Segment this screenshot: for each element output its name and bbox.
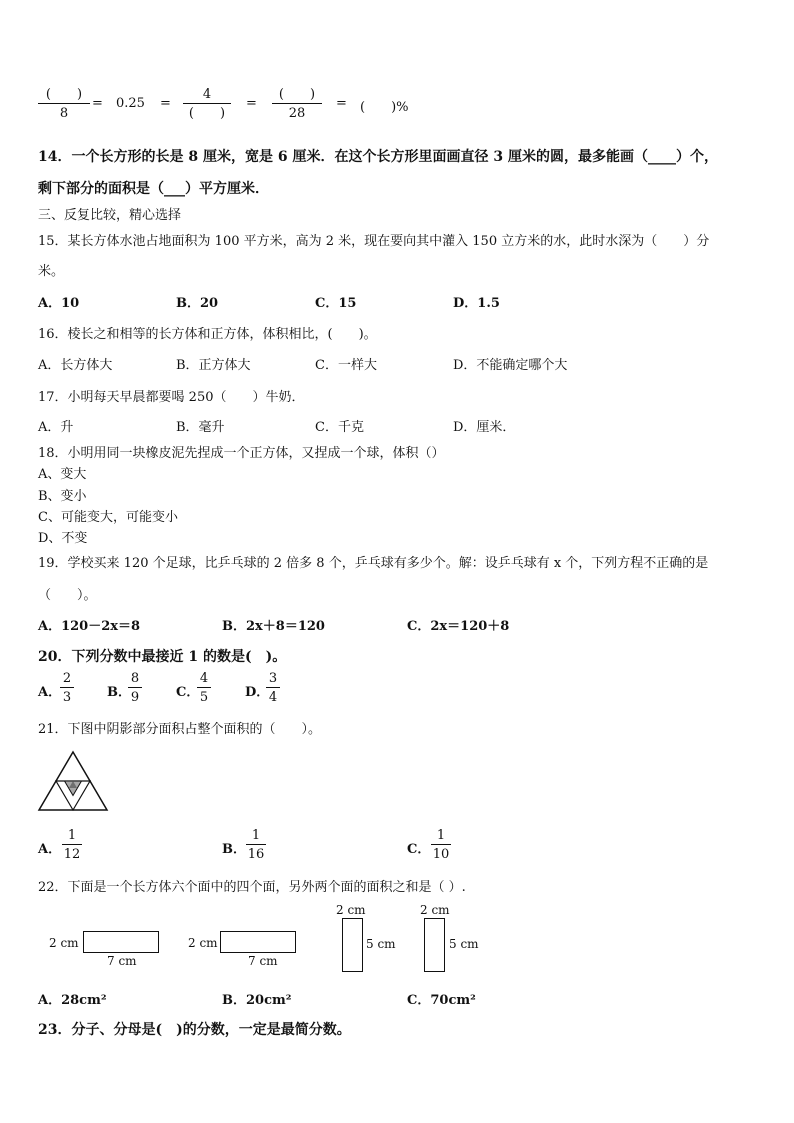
option-b[interactable]: B．正方体大 xyxy=(176,358,251,373)
option-a[interactable]: A．28cm² xyxy=(38,993,107,1008)
option-c[interactable]: C．一样大 xyxy=(315,358,377,373)
question-19-line1: 19．学校买来 120 个足球，比乒乓球的 2 倍多 8 个，乒乓球有多少个。解：设乒乓球有 x 个，下列方程不正确的是 xyxy=(38,556,709,571)
question-20: 20．下列分数中最接近 1 的数是( )。 xyxy=(38,649,287,665)
equals-sign: = xyxy=(160,96,171,111)
option-a[interactable]: A、变大 xyxy=(38,467,87,482)
option-d[interactable]: D．1.5 xyxy=(453,296,500,311)
option-label: A． xyxy=(38,842,62,857)
fraction-4-over-blank: 4 ( ) xyxy=(183,88,231,120)
fraction-blank-over-28: ( ) 28 xyxy=(272,88,322,120)
face-bottom-label: 7 cm xyxy=(248,954,278,968)
face-side-label: 5 cm xyxy=(366,937,396,951)
fraction: 1 12 xyxy=(63,828,81,862)
face-top-label: 2 cm xyxy=(420,903,450,917)
option-label: B． xyxy=(222,842,246,857)
question-14-line2: 剩下部分的面积是（___）平方厘米． xyxy=(38,181,269,197)
face-side-label: 5 cm xyxy=(449,937,479,951)
question-18: 18．小明用同一块橡皮泥先捏成一个正方体，又捏成一个球，体积（） xyxy=(38,446,445,461)
question-22: 22．下面是一个长方体六个面中的四个面，另外两个面的面积之和是（ ）. xyxy=(38,880,466,895)
section-heading: 三、反复比较，精心选择 xyxy=(38,208,182,223)
option-c[interactable]: C．2x＝120＋8 xyxy=(407,619,510,634)
option-label: B． xyxy=(107,685,131,700)
option-d[interactable]: D．厘米． xyxy=(453,420,516,435)
face-side-label: 2 cm xyxy=(188,936,218,950)
face-rectangle xyxy=(220,931,296,953)
option-c[interactable]: C．70cm² xyxy=(407,993,476,1008)
face-top-label: 2 cm xyxy=(336,903,366,917)
question-15-line1: 15．某长方体水池占地面积为 100 平方米，高为 2 米，现在要向其中灌入 150 立方米的水，此时水深为（ ）分 xyxy=(38,234,710,249)
face-side-label: 2 cm xyxy=(49,936,79,950)
fraction: 8 9 xyxy=(128,672,142,704)
option-d[interactable]: D、不变 xyxy=(38,531,88,546)
option-label: C． xyxy=(407,842,431,857)
fraction: 4 5 xyxy=(197,672,211,704)
fraction: 1 16 xyxy=(247,828,265,862)
fraction-blank-over-8: ( ) 8 xyxy=(38,88,90,120)
equals-sign: = xyxy=(92,96,103,111)
question-17: 17．小明每天早晨都要喝 250（ ）牛奶． xyxy=(38,390,305,405)
face-rectangle xyxy=(342,918,363,972)
option-a[interactable]: A．10 xyxy=(38,296,80,311)
option-label: D． xyxy=(245,685,270,700)
fraction: 3 4 xyxy=(266,672,280,704)
fraction: 1 10 xyxy=(432,828,450,862)
question-14-line1: 14．一个长方形的长是 8 厘米，宽是 6 厘米．在这个长方形里面画直径 3 厘米的圆，最多能画（____）个， xyxy=(38,149,718,165)
option-b[interactable]: B．20 xyxy=(176,296,219,311)
face-rectangle xyxy=(83,931,159,953)
option-a[interactable]: A．升 xyxy=(38,420,74,435)
fraction: 2 3 xyxy=(60,672,74,704)
question-15-line2: 米。 xyxy=(38,264,65,279)
nested-triangles-figure xyxy=(37,748,109,814)
option-b[interactable]: B．20cm² xyxy=(222,993,292,1008)
option-b[interactable]: B．2x＋8＝120 xyxy=(222,619,325,634)
option-c[interactable]: C．15 xyxy=(315,296,357,311)
equals-sign: = xyxy=(246,96,257,111)
option-c[interactable]: C、可能变大，可能变小 xyxy=(38,510,178,525)
option-b[interactable]: B、变小 xyxy=(38,489,87,504)
question-19-line2: （ ）。 xyxy=(38,588,97,603)
question-21: 21．下图中阴影部分面积占整个面积的（ ）。 xyxy=(38,722,322,737)
percent-blank: ( )% xyxy=(360,100,409,115)
option-label: C． xyxy=(176,685,200,700)
option-a[interactable]: A．长方体大 xyxy=(38,358,113,373)
option-b[interactable]: B．毫升 xyxy=(176,420,225,435)
option-a[interactable]: A．120－2x＝8 xyxy=(38,619,141,634)
option-d[interactable]: D．不能确定哪个大 xyxy=(453,358,568,373)
face-bottom-label: 7 cm xyxy=(107,954,137,968)
question-16: 16．棱长之和相等的长方体和正方体，体积相比，( )。 xyxy=(38,327,377,342)
question-23: 23．分子、分母是( )的分数，一定是最简分数。 xyxy=(38,1022,351,1038)
face-rectangle xyxy=(424,918,445,972)
option-label: A． xyxy=(38,685,62,700)
equals-sign: = xyxy=(336,96,347,111)
option-c[interactable]: C．千克 xyxy=(315,420,364,435)
decimal-value: 0.25 xyxy=(116,96,145,111)
